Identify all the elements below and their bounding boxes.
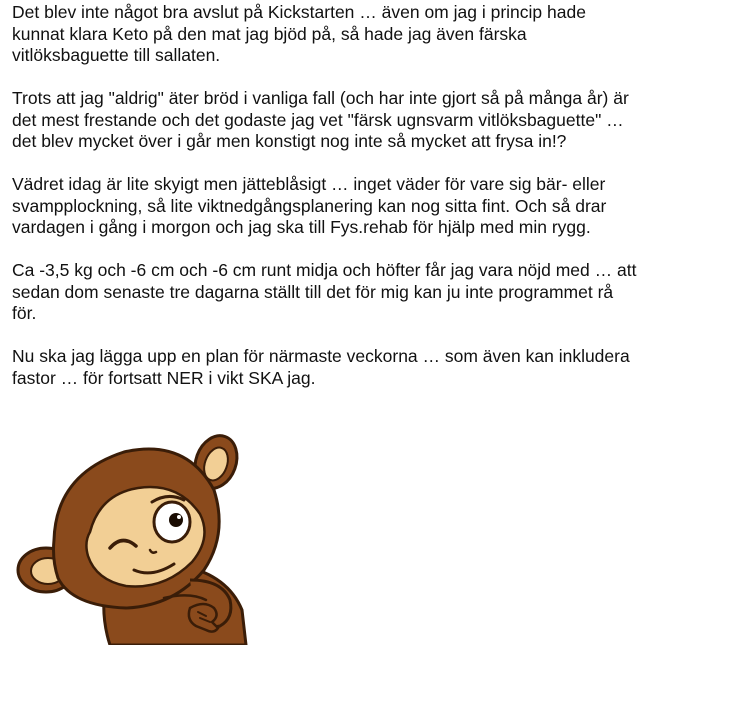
- paragraph-results: Ca -3,5 kg och -6 cm och -6 cm runt midja och höfter får jag vara nöjd med … att sedan dom senaste tre dagarna ställt till det för mig kan ju inte programmet rå för.: [12, 260, 637, 323]
- paragraph-garlic-baguette: Trots att jag "aldrig" äter bröd i vanliga fall (och har inte gjort så på många år) är det mest frestande och det godaste jag vet "färsk ugnsvarm vitlöksbaguette" … det blev mycket över i går men konstigt nog inte så mycket att frysa in!?: [12, 88, 629, 151]
- thinking-monkey-icon: [14, 430, 254, 645]
- paragraph-plan: Nu ska jag lägga upp en plan för närmaste veckorna … som även kan inkludera fastor … för fortsatt NER i vikt SKA jag.: [12, 346, 630, 388]
- paragraph-weather: Vädret idag är lite skyigt men jätteblåsigt … inget väder för vare sig bär- eller svampplockning, så lite viktnedgångsplanering kan nog sitta fint. Och så drar vardagen i gång i morgon och jag ska till Fys.rehab för hjälp med min rygg.: [12, 174, 607, 237]
- blog-post-body: [12, 2, 740, 411]
- paragraph-kickstart-ending: Det blev inte något bra avslut på Kickstarten … även om jag i princip hade kunnat klara Keto på den mat jag bjöd på, så hade jag även färska vitlöksbaguette till sallaten.: [12, 2, 586, 65]
